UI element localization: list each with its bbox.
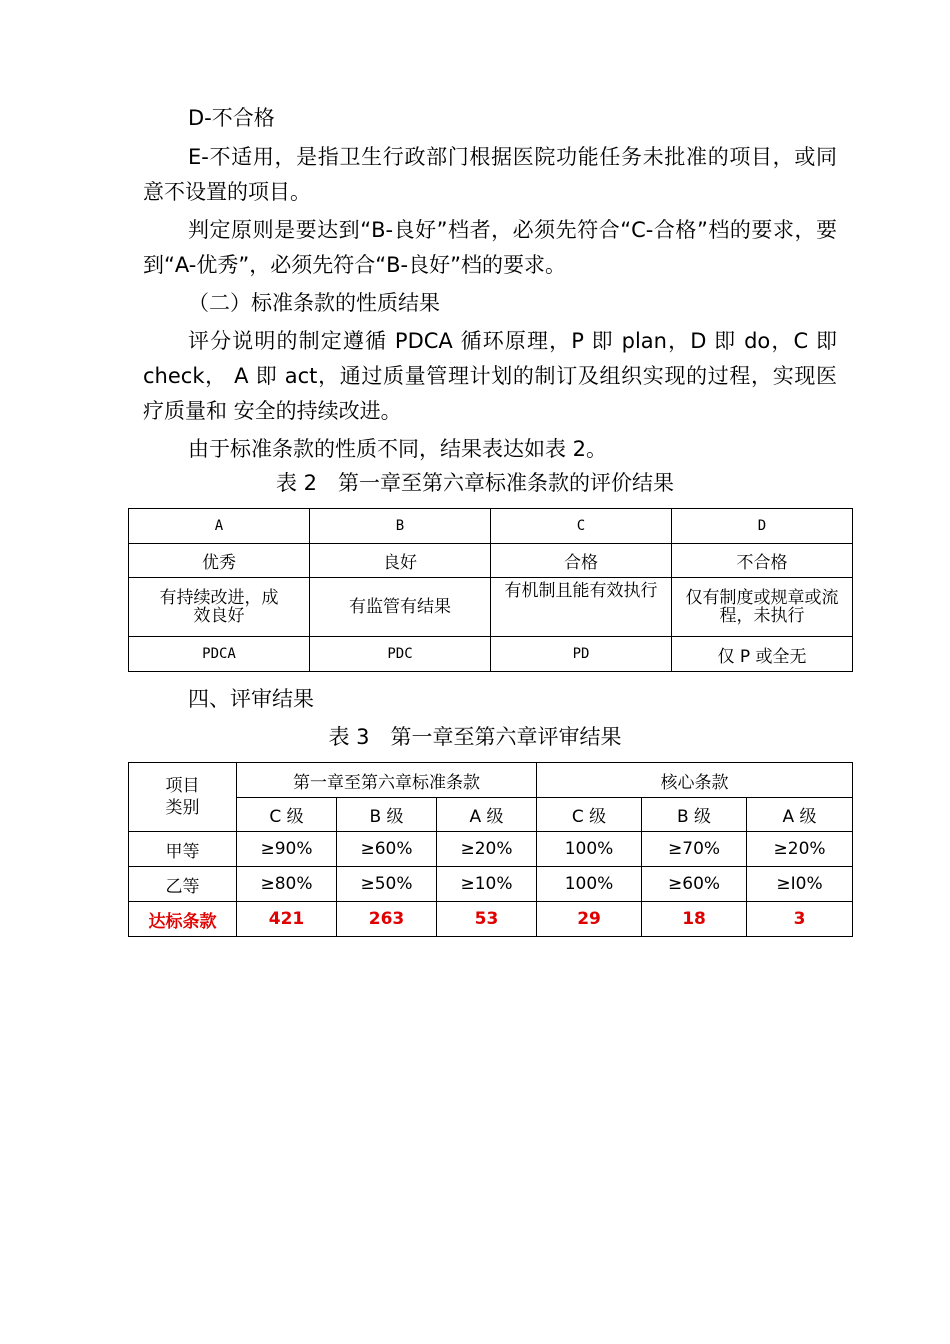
total-row-label: 达标条款: [129, 902, 237, 937]
table3-caption: 表 3 第一章至第六章评审结果: [328, 725, 622, 749]
table-cell: ≥20%: [747, 832, 853, 867]
grade-cell: A: [129, 509, 310, 544]
sub-header-cell: C 级: [537, 798, 642, 832]
table-cell: ≥60%: [642, 867, 747, 902]
evaluation-table: [128, 508, 853, 672]
table-cell: ≥80%: [237, 867, 337, 902]
sub-header-cell: B 级: [337, 798, 437, 832]
sub-header-cell: A 级: [747, 798, 853, 832]
table-row: [129, 509, 853, 544]
section-heading-results: 四、评审结果: [188, 687, 314, 711]
grade-cell: C: [491, 509, 672, 544]
paragraph-judgement-rule: 判定原则是要达到“B-良好”档者，必须先符合“C-合格”档的要求，要到“A-优秀”，必须先符合“B-良好”档的要求。: [143, 218, 837, 277]
total-cell: 29: [537, 902, 642, 937]
level-cell: 优秀: [129, 544, 310, 578]
level-cell: 不合格: [672, 544, 853, 578]
total-row: [129, 902, 853, 937]
sub-header-cell: B 级: [642, 798, 747, 832]
table-row: [129, 867, 853, 902]
row-label: 乙等: [129, 867, 237, 902]
sub-header-cell: A 级: [437, 798, 537, 832]
paragraph-pdca: 评分说明的制定遵循 PDCA 循环原理，P 即 plan，D 即 do，C 即 check， A 即 act，通过质量管理计划的制订及组织实现的过程，实现医疗质量和 安全的持续改进。: [143, 329, 837, 423]
paragraph-grade-e: E-不适用，是指卫生行政部门根据医院功能任务未批准的项目，或同意不设置的项目。: [143, 145, 837, 204]
table-cell: ≥50%: [337, 867, 437, 902]
description-cell: 仅有制度或规章或流程，未执行: [672, 578, 853, 637]
table-header-row: [129, 798, 853, 832]
level-cell: 合格: [491, 544, 672, 578]
cycle-cell: PDC: [310, 637, 491, 672]
grade-cell: B: [310, 509, 491, 544]
paragraph-grade-d: D-不合格: [188, 106, 275, 130]
sub-header-cell: C 级: [237, 798, 337, 832]
table2-caption: 表 2 第一章至第六章标准条款的评价结果: [275, 471, 675, 495]
cycle-cell: 仅 P 或全无: [672, 637, 853, 672]
table-header-row: [129, 763, 853, 798]
table-row: [129, 544, 853, 578]
description-cell: 有机制且能有效执行: [491, 578, 672, 637]
table-cell: ≥10%: [437, 867, 537, 902]
total-cell: 53: [437, 902, 537, 937]
category-header: 项目类别: [129, 763, 237, 832]
group-header-standard: 第一章至第六章标准条款: [237, 763, 537, 798]
total-cell: 18: [642, 902, 747, 937]
cycle-cell: PDCA: [129, 637, 310, 672]
review-results-table: [128, 762, 853, 937]
grade-cell: D: [672, 509, 853, 544]
level-cell: 良好: [310, 544, 491, 578]
total-cell: 3: [747, 902, 853, 937]
table-cell: ≥I0%: [747, 867, 853, 902]
table-cell: ≥70%: [642, 832, 747, 867]
table-cell: ≥20%: [437, 832, 537, 867]
group-header-core: 核心条款: [537, 763, 853, 798]
table-row: [129, 832, 853, 867]
row-label: 甲等: [129, 832, 237, 867]
table-cell: ≥60%: [337, 832, 437, 867]
table-row: [129, 578, 853, 637]
table-cell: 100%: [537, 867, 642, 902]
total-cell: 263: [337, 902, 437, 937]
total-cell: 421: [237, 902, 337, 937]
description-cell: 有监管有结果: [310, 578, 491, 637]
table-cell: 100%: [537, 832, 642, 867]
table-row: [129, 637, 853, 672]
table-cell: ≥90%: [237, 832, 337, 867]
cycle-cell: PD: [491, 637, 672, 672]
description-cell: 有持续改进，成效良好: [129, 578, 310, 637]
section-heading-nature: （二）标准条款的性质结果: [188, 291, 440, 315]
paragraph-table2-intro: 由于标准条款的性质不同，结果表达如表 2。: [188, 437, 608, 461]
